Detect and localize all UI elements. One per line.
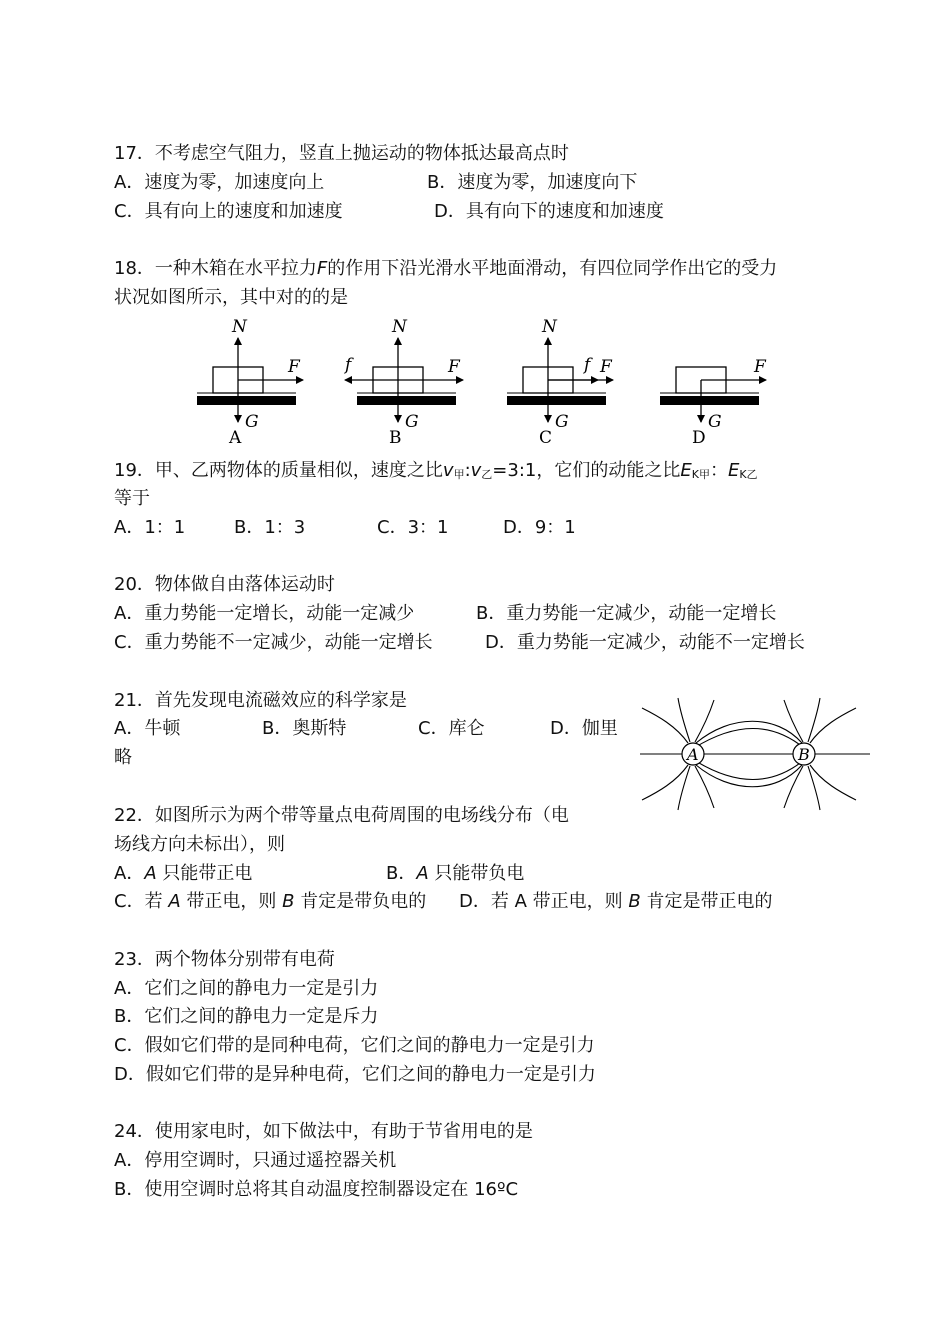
label-g-d: G <box>708 412 722 432</box>
ground-c <box>507 396 606 405</box>
q19-option-d: D．9：1 <box>503 517 576 538</box>
q21-stem: 21．首先发现电流磁效应的科学家是 <box>114 690 407 711</box>
q19-stem-line1: 19．甲、乙两物体的质量相似，速度之比$v_甲:v_乙=3:1$，它们的动能之比$E_{K甲}$：$E_{K乙}$ <box>114 460 758 481</box>
q23-option-c: C．假如它们带的是同种电荷，它们之间的静电力一定是引力 <box>114 1035 595 1056</box>
label-choice-b: B <box>389 428 402 448</box>
label-f-c: F <box>600 357 612 377</box>
charge-a-label: A <box>687 745 699 764</box>
diagram-a <box>197 317 303 448</box>
label-g-a: G <box>245 412 259 432</box>
q17-option-c: C．具有向上的速度和加速度 <box>114 201 343 222</box>
q23-option-b: B．它们之间的静电力一定是斥力 <box>114 1006 379 1027</box>
q23-option-d: D．假如它们带的是异种电荷，它们之间的静电力一定是引力 <box>114 1064 596 1085</box>
q21-option-b: B．奥斯特 <box>262 718 347 739</box>
q19-stem-line2: 等于 <box>114 488 150 509</box>
electric-field-diagram <box>636 696 876 812</box>
diagram-d <box>660 357 767 448</box>
ground-d <box>660 396 759 405</box>
q20-stem: 20．物体做自由落体运动时 <box>114 574 335 595</box>
label-n-c: N <box>542 317 557 337</box>
q20-option-c: C．重力势能不一定减少，动能一定增长 <box>114 632 433 653</box>
q22-option-a: A．A 只能带正电 <box>114 863 253 884</box>
label-choice-d: D <box>692 428 706 448</box>
q17-option-d: D．具有向下的速度和加速度 <box>434 201 664 222</box>
label-friction-b: f <box>345 355 352 375</box>
label-f-b: F <box>448 357 460 377</box>
q17-option-b: B．速度为零，加速度向下 <box>427 172 638 193</box>
q21-option-d: D．伽里 <box>550 718 618 739</box>
q22-stem-line2: 场线方向未标出），则 <box>114 834 285 855</box>
q18-force-diagrams <box>0 0 950 460</box>
q22-option-c: C．若 A 带正电，则 B 肯定是带负电的 <box>114 891 427 912</box>
q19-option-b: B．1：3 <box>234 517 306 538</box>
label-n-b: N <box>392 317 407 337</box>
q21-option-a: A．牛顿 <box>114 718 181 739</box>
q23-stem: 23．两个物体分别带有电荷 <box>114 949 335 970</box>
q23-option-a: A．它们之间的静电力一定是引力 <box>114 978 379 999</box>
charge-b-label: B <box>798 745 810 764</box>
label-g-c: G <box>555 412 569 432</box>
q22-option-b: B．A 只能带负电 <box>386 863 525 884</box>
q18-stem-line2: 状况如图所示，其中对的的是 <box>114 287 348 308</box>
q20-option-a: A．重力势能一定增长，动能一定减少 <box>114 603 415 624</box>
ground-a <box>197 396 296 405</box>
diagram-c <box>507 317 613 448</box>
label-choice-a: A <box>229 428 242 448</box>
q20-option-d: D．重力势能一定减少，动能不一定增长 <box>485 632 805 653</box>
q17-option-a: A．速度为零，加速度向上 <box>114 172 325 193</box>
label-f-d: F <box>754 357 766 377</box>
q24-stem: 24．使用家电时，如下做法中，有助于节省用电的是 <box>114 1121 533 1142</box>
q19-option-a: A．1：1 <box>114 517 186 538</box>
q21-option-d-cont: 略 <box>114 747 132 768</box>
q17-stem: 17．不考虑空气阻力，竖直上抛运动的物体抵达最高点时 <box>114 143 569 164</box>
ground-b <box>357 396 456 405</box>
q24-option-a: A．停用空调时，只通过遥控器关机 <box>114 1150 397 1171</box>
label-choice-c: C <box>539 428 553 448</box>
q22-stem-line1: 22．如图所示为两个带等量点电荷周围的电场线分布（电 <box>114 805 569 826</box>
label-g-b: G <box>405 412 419 432</box>
q18-stem-line1: 18．一种木箱在水平拉力F的作用下沿光滑水平地面滑动，有四位同学作出它的受力 <box>114 258 778 279</box>
label-friction-c: f <box>584 355 591 375</box>
label-n-a: N <box>232 317 247 337</box>
q21-option-c: C．库仑 <box>418 718 485 739</box>
q20-option-b: B．重力势能一定减少，动能一定增长 <box>476 603 777 624</box>
diagram-b <box>343 317 463 448</box>
q24-option-b: B．使用空调时总将其自动温度控制器设定在 16ºC <box>114 1179 519 1200</box>
q19-option-c: C．3：1 <box>377 517 449 538</box>
q22-option-d: D．若 A 带正电，则 B 肯定是带正电的 <box>459 891 773 912</box>
label-f-a: F <box>288 357 300 377</box>
